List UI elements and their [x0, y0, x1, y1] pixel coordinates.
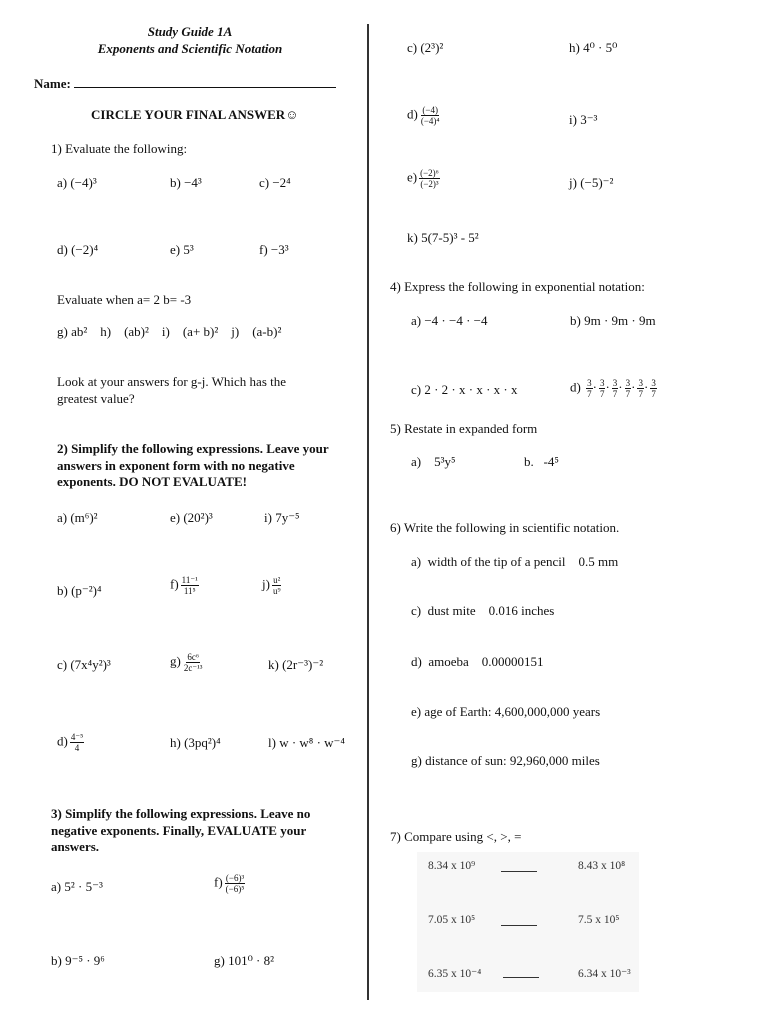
q7-heading: 7) Compare using <, >, =: [390, 829, 522, 844]
q6-c: c) dust mite 0.016 inches: [411, 603, 555, 618]
q7-row2-right: 7.5 x 10⁵: [578, 914, 620, 926]
q2-e: e) (20²)³: [170, 510, 213, 525]
q4-heading: 4) Express the following in exponential notation:: [390, 279, 645, 294]
q3-c: c) (2³)²: [407, 40, 444, 55]
q3-h: h) 4⁰ · 5⁰: [569, 40, 618, 55]
q3-i: i) 3⁻³: [569, 112, 598, 127]
q5-b: b. -4⁵: [524, 454, 559, 469]
q3-g: g) 101⁰ · 8²: [214, 953, 275, 968]
q7-row2-left: 7.05 x 10⁵: [428, 914, 476, 926]
q1-g-to-j: g) ab² h) (ab)² i) (a+ b)² j) (a-b)²: [57, 324, 282, 339]
column-divider: [367, 24, 369, 1000]
q3-k: k) 5(7-5)³ - 5²: [407, 230, 479, 245]
page-subtitle: Exponents and Scientific Notation: [97, 41, 283, 56]
q6-e: e) age of Earth: 4,600,000,000 years: [411, 704, 601, 719]
q2-a: a) (m⁶)²: [57, 510, 98, 525]
q1-evaluate-when: Evaluate when a= 2 b= -3: [57, 292, 192, 307]
q1-d: d) (−2)⁴: [57, 242, 99, 257]
q2-g: g) $\frac{\text{6c⁶}}{\text{2c⁻¹³}}$: [170, 652, 203, 673]
q3-heading: 3) Simplify the following expressions. Leave no negative exponents. Finally, EVALUATE your answers.: [51, 806, 311, 854]
q1-e: e) 5³: [170, 242, 194, 257]
q2-heading: 2) Simplify the following expressions. Leave your answers in exponent form with no negative exponents. DO NOT EVALUATE!: [57, 441, 329, 489]
q6-a: a) width of the tip of a pencil 0.5 mm: [411, 554, 619, 569]
name-blank-line: [74, 75, 336, 88]
q2-i: i) 7y⁻⁵: [264, 510, 300, 525]
q4-d: d) $\frac{3}{7}$ · $\frac{3}{7}$ · $\frac{3}{7}$ · $\frac{3}{7}$ · $\frac{3}{7}$ · $\frac{3}{7}$: [570, 378, 656, 399]
q4-c: c) 2 · 2 · x · x · x · x: [411, 382, 518, 397]
q1-b: b) −4³: [170, 175, 202, 190]
q1-f: f) −3³: [259, 242, 289, 257]
q6-heading: 6) Write the following in scientific notation.: [390, 520, 620, 535]
q7-row2-blank: [501, 914, 537, 930]
q3-b: b) 9⁻⁵ · 9⁶: [51, 953, 105, 968]
q4-b: b) 9m · 9m · 9m: [570, 313, 656, 328]
q6-d: d) amoeba 0.00000151: [411, 654, 544, 669]
name-label: Name:: [34, 76, 71, 91]
q1-c: c) −2⁴: [259, 175, 291, 190]
q3-j: j) (−5)⁻²: [569, 175, 614, 190]
q2-f: f) $\frac{\text{11⁻¹}}{\text{11⁵}}$: [170, 575, 198, 596]
q5-heading: 5) Restate in expanded form: [390, 421, 538, 436]
q3-e: e) $\frac{\text{(−2)⁶}}{\text{(−2)³}}$: [407, 168, 439, 189]
q2-j: j) $\frac{\text{u²}}{\text{u⁹}}$: [262, 575, 281, 596]
q2-h: h) (3pq²)⁴: [170, 735, 221, 750]
page-title: Study Guide 1A: [147, 24, 233, 39]
q2-l: l) w · w⁸ · w⁻⁴: [268, 735, 345, 750]
q2-k: k) (2r⁻³)⁻²: [268, 657, 324, 672]
q3-a: a) 5² · 5⁻³: [51, 879, 103, 894]
q7-row1-right: 8.43 x 10⁸: [578, 860, 626, 872]
q3-d: d) $\frac{(-4)}{\text{(−4)⁴}}$: [407, 105, 440, 126]
name-row: [34, 75, 336, 92]
q7-row3-right: 6.34 x 10⁻³: [578, 968, 631, 980]
q7-row1-blank: [501, 860, 537, 876]
q1-heading: 1) Evaluate the following:: [51, 141, 188, 156]
q2-b: b) (p⁻²)⁴: [57, 583, 102, 598]
q2-c: c) (7x⁴y²)³: [57, 657, 111, 672]
q6-g: g) distance of sun: 92,960,000 miles: [411, 753, 600, 768]
q7-row1-left: 8.34 x 10⁹: [428, 860, 476, 872]
instruction: CIRCLE YOUR FINAL ANSWER☺: [91, 107, 299, 122]
q5-a: a) 5³y⁵: [411, 454, 456, 469]
q3-f: f) $\frac{\text{(−6)³}}{\text{(−6)⁵}}$: [214, 873, 245, 894]
q1-look: Look at your answers for g-j. Which has the greatest value?: [57, 374, 287, 406]
q7-row3-left: 6.35 x 10⁻⁴: [428, 968, 482, 980]
q4-a: a) −4 · −4 · −4: [411, 313, 488, 328]
q7-row3-blank: [503, 966, 539, 982]
q2-d: d) $\frac{\text{4⁻⁵}}{4}$: [57, 732, 84, 753]
q1-a: a) (−4)³: [57, 175, 97, 190]
